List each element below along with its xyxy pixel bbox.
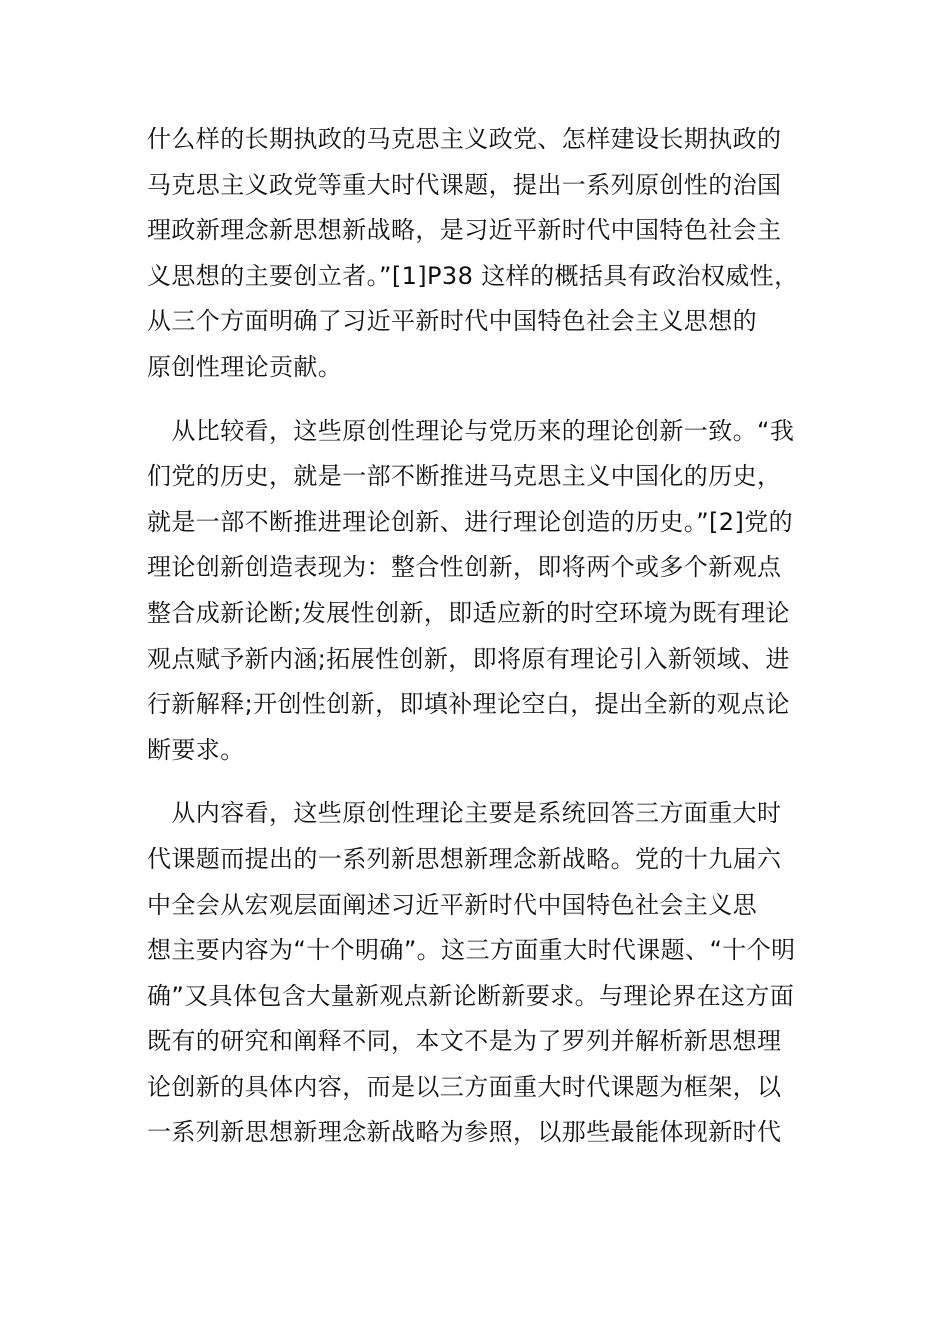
text-line: 马克思主义政党等重大时代课题，提出一系列原创性的治国 [147, 170, 782, 199]
text-line: 就是一部不断推进理论创新、进行理论创造的历史。”[2]党的 [147, 507, 794, 536]
text-line: 理政新理念新思想新战略，是习近平新时代中国特色社会主 [147, 216, 782, 245]
text-line: 什么样的长期执政的马克思主义政党、怎样建设长期执政的 [147, 125, 782, 153]
text-line: 一系列新思想新理念新战略为参照，以那些最能体现新时代 [147, 1118, 782, 1147]
text-line: 从内容看，这些原创性理论主要是系统回答三方面重大时 [147, 799, 782, 828]
text-line: 义思想的主要创立者。”[1]P38 这样的概括具有政治权威性， [147, 261, 799, 290]
text-line: 观点赋予新内涵;拓展性创新，即将原有理论引入新领域、进 [147, 644, 790, 673]
text-line: 论创新的具体内容，而是以三方面重大时代课题为框架，以 [147, 1072, 782, 1101]
text-line: 既有的研究和阐释不同，本文不是为了罗列并解析新思想理 [147, 1027, 782, 1056]
paragraph [147, 409, 812, 774]
text-line: 确”又具体包含大量新观点新论断新要求。与理论界在这方面 [147, 981, 795, 1010]
paragraph [147, 791, 812, 1156]
text-line: 原创性理论贡献。 [147, 352, 343, 381]
body-text [147, 117, 812, 1174]
text-line: 们党的历史，就是一部不断推进马克思主义中国化的历史， [147, 462, 782, 491]
text-line: 整合成新论断;发展性创新，即适应新的时空环境为既有理论 [147, 598, 790, 627]
text-line: 代课题而提出的一系列新思想新理念新战略。党的十九届六 [147, 844, 782, 873]
text-line: 理论创新创造表现为：整合性创新，即将两个或多个新观点 [147, 553, 782, 582]
text-line: 断要求。 [147, 735, 245, 764]
text-line: 从比较看，这些原创性理论与党历来的理论创新一致。“我 [147, 416, 795, 445]
text-line: 行新解释;开创性创新，即填补理论空白，提出全新的观点论 [147, 690, 790, 719]
text-line: 从三个方面明确了习近平新时代中国特色社会主义思想的 [147, 307, 757, 336]
text-line: 中全会从宏观层面阐述习近平新时代中国特色社会主义思 [147, 890, 757, 919]
paragraph [147, 117, 812, 391]
text-line: 想主要内容为“十个明确”。这三方面重大时代课题、“十个明 [147, 936, 796, 965]
